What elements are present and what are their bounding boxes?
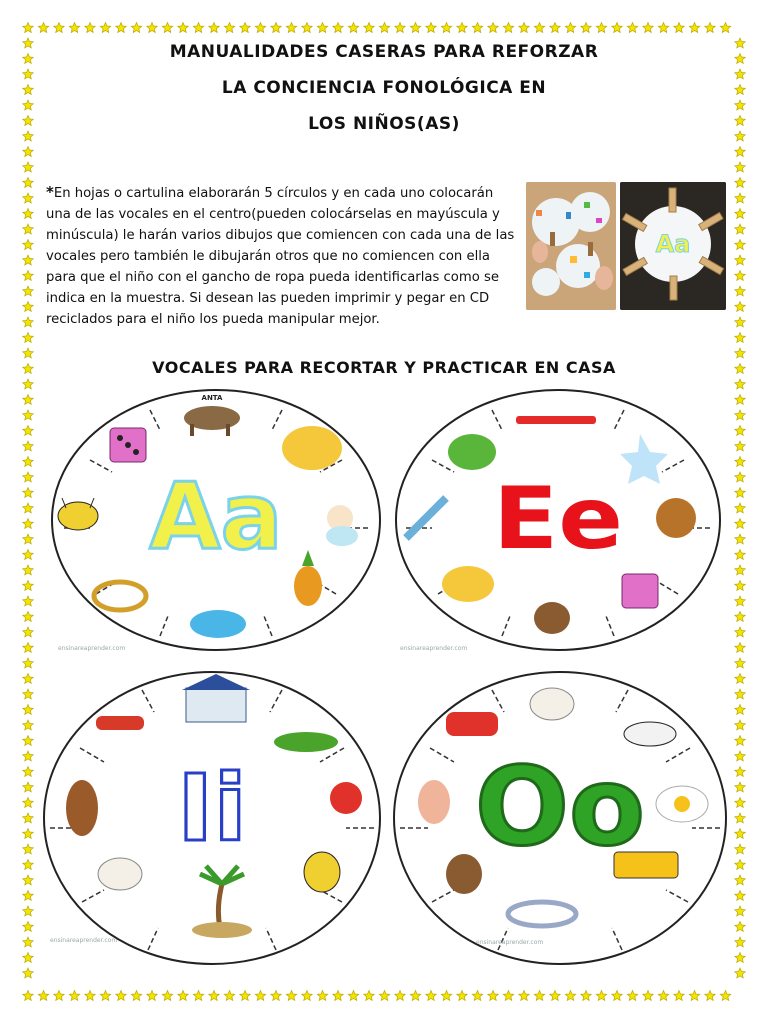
wheel-o-letters: Oo — [475, 745, 645, 870]
border-star — [364, 991, 374, 1001]
border-star — [643, 23, 653, 33]
border-star — [23, 720, 33, 730]
vowel-wheel-o — [392, 668, 728, 968]
border-star — [596, 23, 606, 33]
border-star — [565, 991, 575, 1001]
border-star — [689, 991, 699, 1001]
border-star — [23, 100, 33, 110]
border-star — [735, 255, 745, 265]
border-star — [720, 23, 730, 33]
wheel-e-disc — [392, 388, 724, 653]
border-star — [735, 302, 745, 312]
border-star — [23, 829, 33, 839]
border-star — [54, 991, 64, 1001]
border-star — [23, 689, 33, 699]
border-star — [23, 255, 33, 265]
border-star — [519, 991, 529, 1001]
border-star — [735, 488, 745, 498]
border-star — [519, 23, 529, 33]
border-star — [23, 581, 33, 591]
page-title-line-1: MANUALIDADES CASERAS PARA REFORZAR — [169, 42, 599, 62]
border-star — [735, 224, 745, 234]
border-star — [23, 860, 33, 870]
border-star — [348, 23, 358, 33]
border-star — [23, 162, 33, 172]
vowel-wheel-e — [392, 388, 724, 653]
border-star — [23, 519, 33, 529]
border-star — [735, 674, 745, 684]
border-star — [735, 472, 745, 482]
border-star — [23, 224, 33, 234]
border-star — [23, 813, 33, 823]
border-star — [23, 472, 33, 482]
border-star — [23, 875, 33, 885]
border-star — [85, 991, 95, 1001]
border-star — [85, 23, 95, 33]
border-star — [209, 991, 219, 1001]
border-star — [735, 534, 745, 544]
border-star — [534, 23, 544, 33]
border-star — [286, 991, 296, 1001]
border-star — [23, 333, 33, 343]
border-star — [735, 705, 745, 715]
border-star — [364, 23, 374, 33]
wheel-e-letters: Ee — [493, 469, 623, 569]
border-star — [735, 689, 745, 699]
border-star — [317, 991, 327, 1001]
border-star — [23, 348, 33, 358]
border-star — [534, 991, 544, 1001]
border-star — [271, 23, 281, 33]
border-star — [131, 23, 141, 33]
border-star — [23, 798, 33, 808]
border-star — [23, 736, 33, 746]
border-star — [379, 23, 389, 33]
vowel-wheel-i — [42, 668, 382, 968]
instructions-paragraph — [46, 182, 522, 330]
border-star — [23, 317, 33, 327]
border-star — [162, 991, 172, 1001]
border-star — [705, 991, 715, 1001]
border-star — [23, 209, 33, 219]
border-star — [735, 271, 745, 281]
instructions-text: En hojas o cartulina elaborarán 5 círculos y en cada uno colocarán una de las vocales en el centro(pueden colocárselas en mayúscula y minúscula) le harán varios dibujos que comiencen con cada una de las vocales pero también le dibujarán otros que no comiencen con ella para que el niño con el gancho de ropa pueda identificarlas como se indica en la muestra. Si desean las pueden imprimir y pegar en CD reciclados para el niño los pueda manipular mejor. — [46, 186, 515, 327]
page-title-line-2: LA CONCIENCIA FONOLÓGICA EN — [221, 78, 547, 98]
border-star — [581, 23, 591, 33]
border-star — [596, 991, 606, 1001]
border-star — [23, 658, 33, 668]
border-star — [23, 937, 33, 947]
border-star — [23, 705, 33, 715]
border-star — [131, 991, 141, 1001]
border-star — [23, 410, 33, 420]
border-star — [395, 23, 405, 33]
border-star — [23, 627, 33, 637]
border-star — [23, 379, 33, 389]
border-star — [735, 193, 745, 203]
border-star — [23, 953, 33, 963]
border-star — [735, 891, 745, 901]
border-star — [472, 991, 482, 1001]
border-star — [23, 550, 33, 560]
wheel-i-letters: Ii — [177, 755, 247, 862]
border-star — [23, 193, 33, 203]
border-star — [23, 751, 33, 761]
border-star — [38, 991, 48, 1001]
border-star — [735, 333, 745, 343]
border-star — [395, 991, 405, 1001]
border-star — [735, 751, 745, 761]
border-star — [23, 674, 33, 684]
wheel-i-disc — [42, 668, 382, 968]
wheel-a-disc — [50, 388, 382, 653]
border-star — [441, 991, 451, 1001]
border-star — [457, 23, 467, 33]
border-star — [735, 612, 745, 622]
border-star — [317, 23, 327, 33]
border-star — [735, 519, 745, 529]
border-star — [735, 209, 745, 219]
border-star — [100, 991, 110, 1001]
border-star — [735, 581, 745, 591]
border-star — [720, 991, 730, 1001]
border-star — [472, 23, 482, 33]
border-star — [735, 627, 745, 637]
border-star — [674, 991, 684, 1001]
border-star — [735, 643, 745, 653]
border-star — [410, 991, 420, 1001]
border-star — [735, 410, 745, 420]
section-title: VOCALES PARA RECORTAR Y PRACTICAR EN CASA — [152, 358, 616, 377]
border-star — [54, 23, 64, 33]
border-star — [23, 178, 33, 188]
border-star — [735, 798, 745, 808]
anta-label: ANTA — [201, 394, 223, 402]
border-star — [735, 767, 745, 777]
border-star — [23, 596, 33, 606]
border-star — [100, 23, 110, 33]
border-star — [705, 23, 715, 33]
border-star — [735, 426, 745, 436]
border-star — [23, 534, 33, 544]
border-star — [147, 991, 157, 1001]
border-star — [658, 991, 668, 1001]
border-star — [23, 643, 33, 653]
wheel-e-watermark: ensinareaprender.com — [400, 645, 468, 652]
border-star — [23, 922, 33, 932]
border-star — [441, 23, 451, 33]
border-star — [23, 991, 33, 1001]
border-star — [379, 991, 389, 1001]
border-star — [23, 271, 33, 281]
border-star — [658, 23, 668, 33]
border-star — [333, 991, 343, 1001]
border-star — [735, 922, 745, 932]
border-star — [735, 147, 745, 157]
border-star — [689, 23, 699, 33]
border-star — [735, 162, 745, 172]
border-star — [735, 829, 745, 839]
border-star — [735, 565, 745, 575]
border-star — [643, 991, 653, 1001]
border-star — [23, 906, 33, 916]
border-star — [735, 100, 745, 110]
border-star — [410, 23, 420, 33]
border-star — [23, 565, 33, 575]
border-star — [426, 991, 436, 1001]
border-star — [735, 286, 745, 296]
border-star — [178, 991, 188, 1001]
border-star — [735, 550, 745, 560]
border-star — [735, 860, 745, 870]
border-star — [348, 991, 358, 1001]
border-star — [23, 488, 33, 498]
border-star — [735, 968, 745, 978]
border-star — [457, 991, 467, 1001]
border-star — [23, 395, 33, 405]
photo-aa-letters: Aa — [655, 230, 691, 258]
border-star — [69, 991, 79, 1001]
border-star — [735, 317, 745, 327]
border-star — [178, 23, 188, 33]
border-star — [69, 23, 79, 33]
border-star — [503, 23, 513, 33]
border-star — [302, 23, 312, 33]
border-star — [302, 991, 312, 1001]
border-star — [23, 503, 33, 513]
border-star — [735, 379, 745, 389]
border-star — [735, 240, 745, 250]
border-star — [193, 23, 203, 33]
border-star — [735, 457, 745, 467]
border-star — [735, 395, 745, 405]
border-star — [735, 720, 745, 730]
border-star — [240, 23, 250, 33]
border-star — [488, 23, 498, 33]
border-star — [503, 991, 513, 1001]
border-star — [255, 23, 265, 33]
border-star — [612, 23, 622, 33]
border-star — [116, 991, 126, 1001]
border-star — [23, 23, 33, 33]
wheel-i-watermark: ensinareaprender.com — [50, 937, 118, 944]
border-star — [735, 844, 745, 854]
border-star — [23, 426, 33, 436]
border-star — [224, 23, 234, 33]
border-star — [23, 968, 33, 978]
border-star — [488, 991, 498, 1001]
border-star — [735, 348, 745, 358]
border-star — [23, 302, 33, 312]
border-star — [38, 23, 48, 33]
wheel-a-watermark: ensinareaprender.com — [58, 645, 126, 652]
border-star — [735, 813, 745, 823]
wheel-a-letters: Aa — [149, 463, 283, 570]
border-star — [735, 906, 745, 916]
border-star — [23, 457, 33, 467]
border-star — [116, 23, 126, 33]
border-star — [147, 23, 157, 33]
border-star — [255, 991, 265, 1001]
border-star — [426, 23, 436, 33]
border-star — [581, 991, 591, 1001]
border-star — [735, 441, 745, 451]
craft-photo-wheels — [526, 182, 616, 310]
border-star — [224, 991, 234, 1001]
craft-photo-clothespins — [620, 182, 726, 310]
wheel-o-disc — [392, 668, 728, 968]
border-star — [735, 937, 745, 947]
border-star — [286, 23, 296, 33]
border-star — [23, 844, 33, 854]
border-star — [735, 782, 745, 792]
border-star — [209, 23, 219, 33]
border-star — [23, 612, 33, 622]
vowel-wheel-a — [50, 388, 382, 653]
border-star — [735, 875, 745, 885]
border-star — [627, 23, 637, 33]
border-star — [735, 736, 745, 746]
border-star — [735, 596, 745, 606]
border-star — [565, 23, 575, 33]
border-star — [23, 441, 33, 451]
wheel-o-watermark: ensinareaprender.com — [476, 939, 544, 946]
border-star — [550, 991, 560, 1001]
border-star — [735, 658, 745, 668]
border-star — [735, 503, 745, 513]
border-star — [240, 991, 250, 1001]
border-star — [193, 991, 203, 1001]
border-star — [735, 178, 745, 188]
border-star — [23, 286, 33, 296]
border-star — [550, 23, 560, 33]
border-star — [23, 147, 33, 157]
border-star — [271, 991, 281, 1001]
border-star — [674, 23, 684, 33]
border-star — [612, 991, 622, 1001]
border-star — [627, 991, 637, 1001]
border-star — [333, 23, 343, 33]
border-star — [162, 23, 172, 33]
border-star — [735, 953, 745, 963]
border-star — [23, 240, 33, 250]
bullet-asterisk: * — [46, 183, 54, 201]
page-title-line-3: LOS NIÑOS(AS) — [308, 114, 460, 134]
border-star — [23, 782, 33, 792]
border-star — [23, 767, 33, 777]
border-star — [23, 891, 33, 901]
